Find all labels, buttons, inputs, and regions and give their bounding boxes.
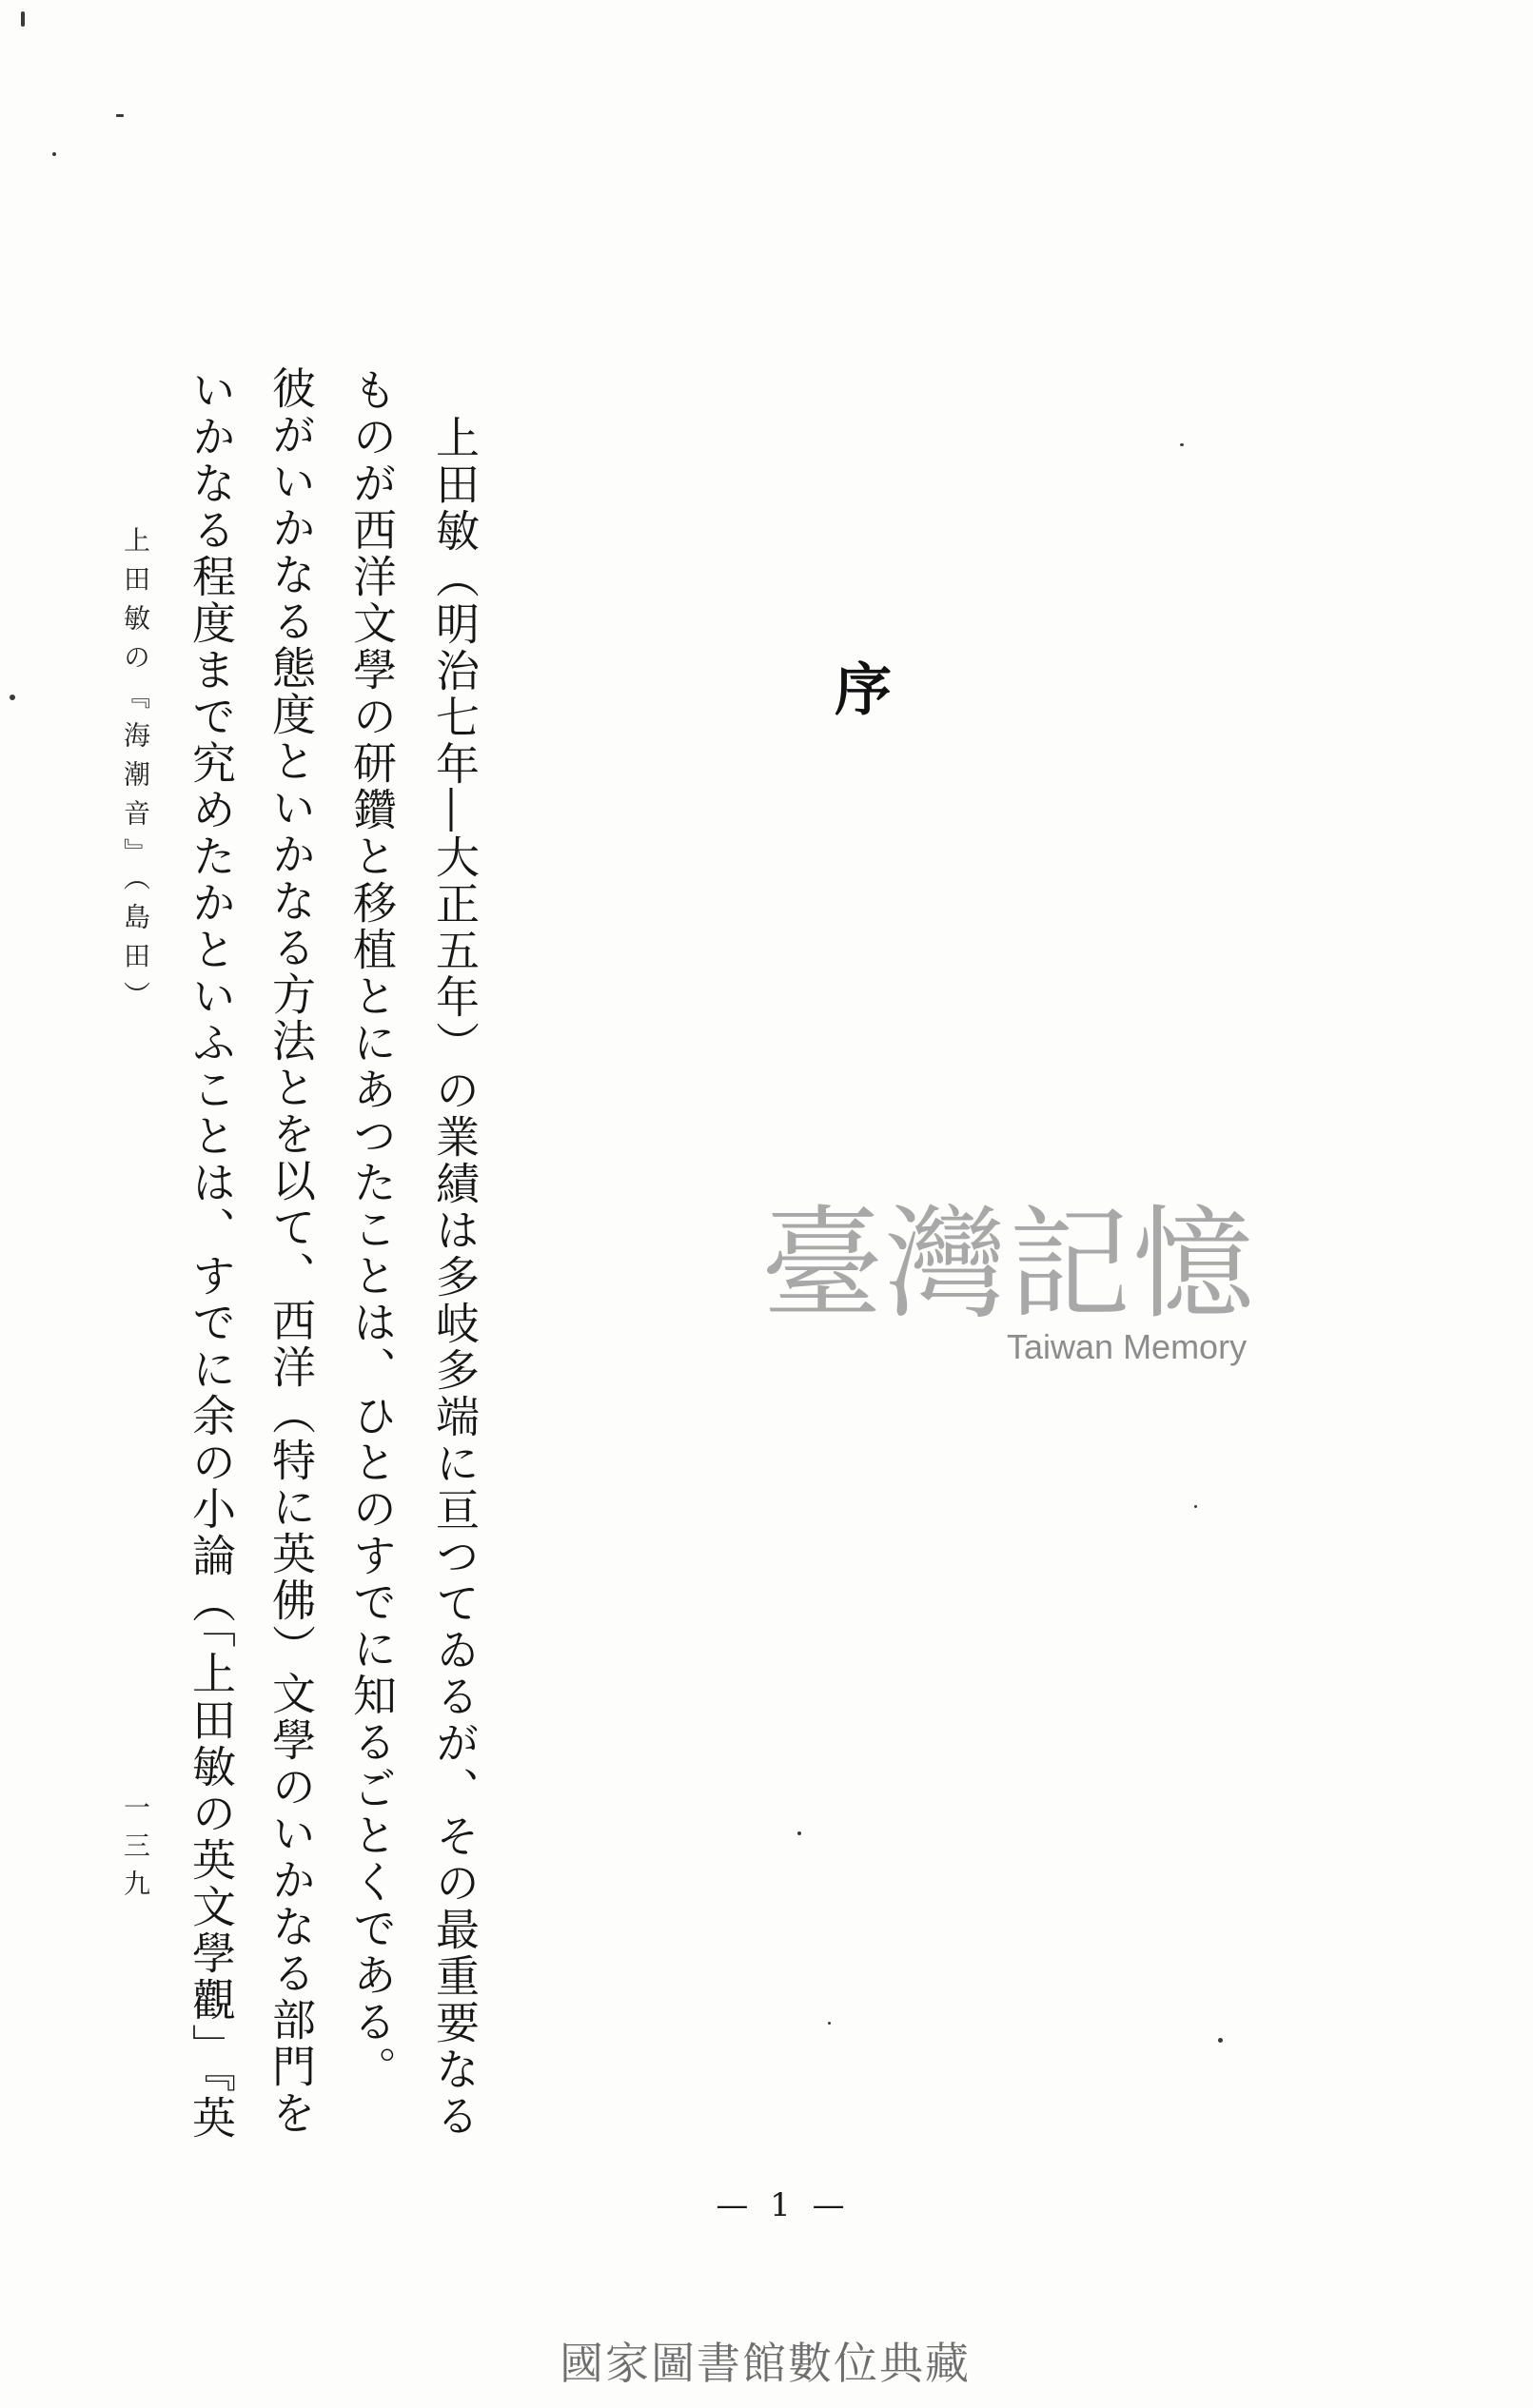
page-number: — 1 — xyxy=(716,2186,851,2224)
scan-speck xyxy=(116,114,124,117)
watermark-subtitle: Taiwan Memory xyxy=(1007,1327,1248,1366)
scan-speck xyxy=(21,11,25,27)
running-header: 上田敏の『海潮音』（島田） xyxy=(120,526,151,1020)
scan-speck xyxy=(10,695,15,700)
section-heading: 序 xyxy=(835,657,892,724)
scan-speck xyxy=(1180,443,1184,446)
body-text-column: ものが西洋文學の研鑽と移植とにあつたことは、ひとのすでに知るごとくである。 xyxy=(346,367,398,2092)
watermark-logo: 臺灣記憶 xyxy=(761,1194,1257,1336)
body-text-column: 上田敏（明治七年―大正五年）の業績は多岐多端に亘つてゐるが、その最重要なる xyxy=(429,415,481,2140)
scan-speck xyxy=(52,152,56,156)
scan-speck xyxy=(828,2022,831,2025)
body-text-column: 彼がいかなる態度といかなる方法とを以て、西洋（特に英佛）文學のいかなる部門を xyxy=(265,365,317,2137)
body-text-column: いかなる程度まで究めたかといふことは、すでに余の小論（「上田敏の英文學觀」『英 xyxy=(186,367,237,2142)
running-page-number: 一三九 xyxy=(120,1793,151,1908)
footer-source-label: 國家圖書館數位典藏 xyxy=(560,2338,971,2389)
scan-speck xyxy=(1194,1505,1197,1508)
scan-speck xyxy=(797,1831,801,1835)
scan-speck xyxy=(1218,2038,1223,2043)
